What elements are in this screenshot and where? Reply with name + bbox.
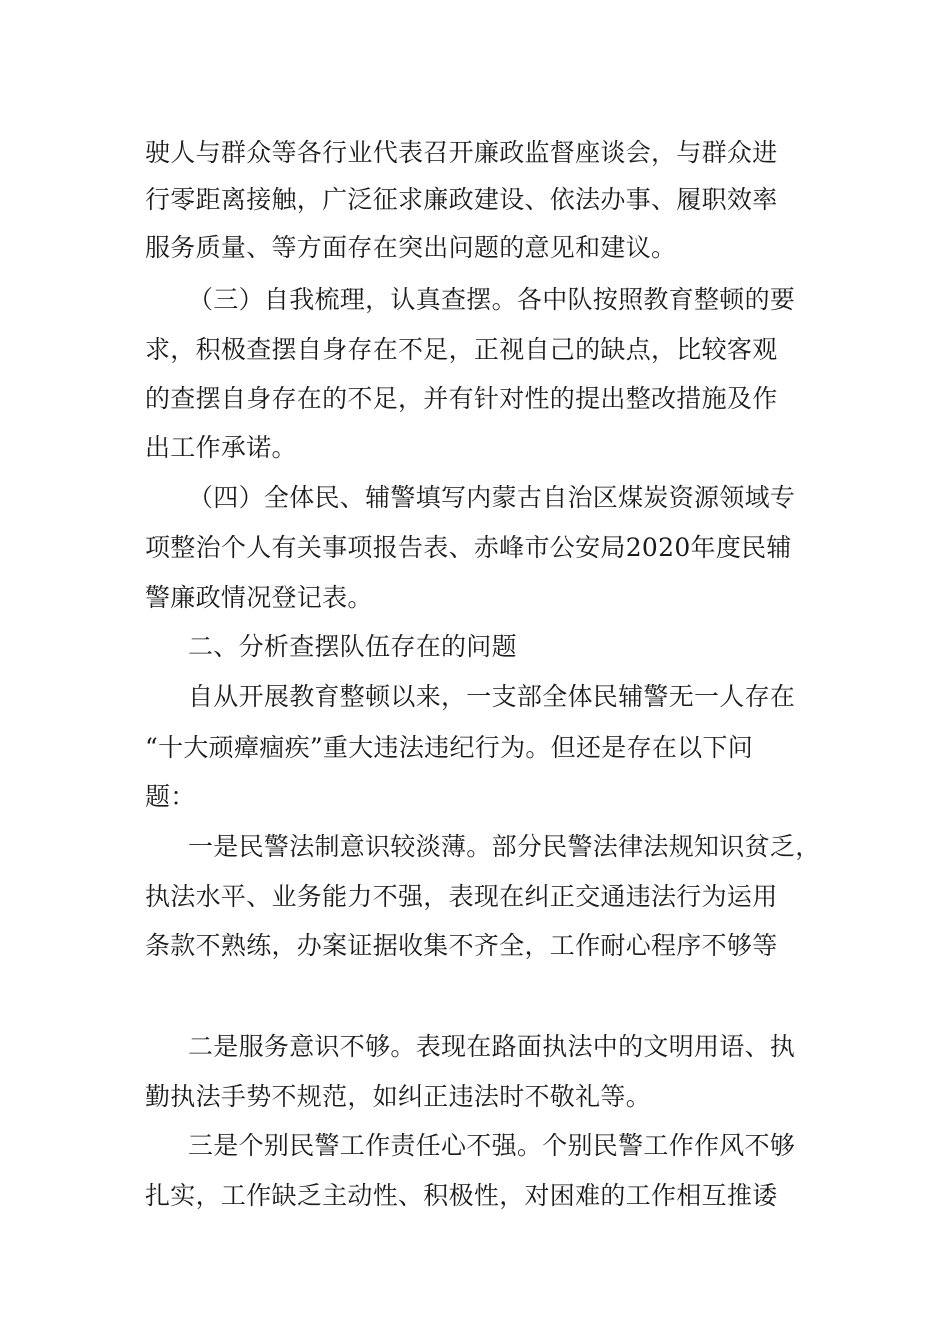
text-line: 出工作承诺。	[145, 433, 297, 462]
text-line: 题：	[145, 782, 196, 811]
text-line: 行零距离接触，广泛征求廉政建设、依法办事、履职效率	[145, 185, 778, 214]
section-heading: 二、分析查摆队伍存在的问题	[188, 632, 517, 661]
paragraph-start-line: 三是个别民警工作责任心不强。个别民警工作作风不够	[188, 1131, 796, 1160]
text-line: 条款不熟练，办案证据收集不齐全，工作耐心程序不够等	[145, 931, 778, 960]
paragraph-start-line: （三）自我梳理，认真查摆。各中队按照教育整顿的要	[188, 285, 796, 314]
text-line: 警廉政情况登记表。	[145, 583, 373, 612]
text-line: 勤执法手势不规范，如纠正违法时不敬礼等。	[145, 1082, 652, 1111]
text-line: “十大顽瘴痼疾”重大违法违纪行为。但还是存在以下问	[145, 733, 754, 762]
text-line: 的查摆自身存在的不足，并有针对性的提出整改措施及作	[145, 384, 778, 413]
text-line: 求，积极查摆自身存在不足，正视自己的缺点，比较客观	[145, 335, 778, 364]
text-line: 驶人与群众等各行业代表召开廉政监督座谈会，与群众进	[145, 138, 778, 167]
text-line: 执法水平、业务能力不强，表现在纠正交通违法行为运用	[145, 882, 778, 911]
text-line: 服务质量、等方面存在突出问题的意见和建议。	[145, 233, 677, 262]
paragraph-start-line: 自从开展教育整顿以来，一支部全体民辅警无一人存在	[188, 682, 796, 711]
paragraph-start-line: 二是服务意识不够。表现在路面执法中的文明用语、执	[188, 1032, 796, 1061]
text-line: 项整治个人有关事项报告表、赤峰市公安局2020年度民辅	[145, 533, 792, 562]
paragraph-start-line: 一是民警法制意识较淡薄。部分民警法律法规知识贫乏，	[188, 832, 821, 861]
paragraph-start-line: （四）全体民、辅警填写内蒙古自治区煤炭资源领域专	[188, 483, 796, 512]
text-line: 扎实，工作缺乏主动性、积极性，对困难的工作相互推诿	[145, 1181, 778, 1210]
